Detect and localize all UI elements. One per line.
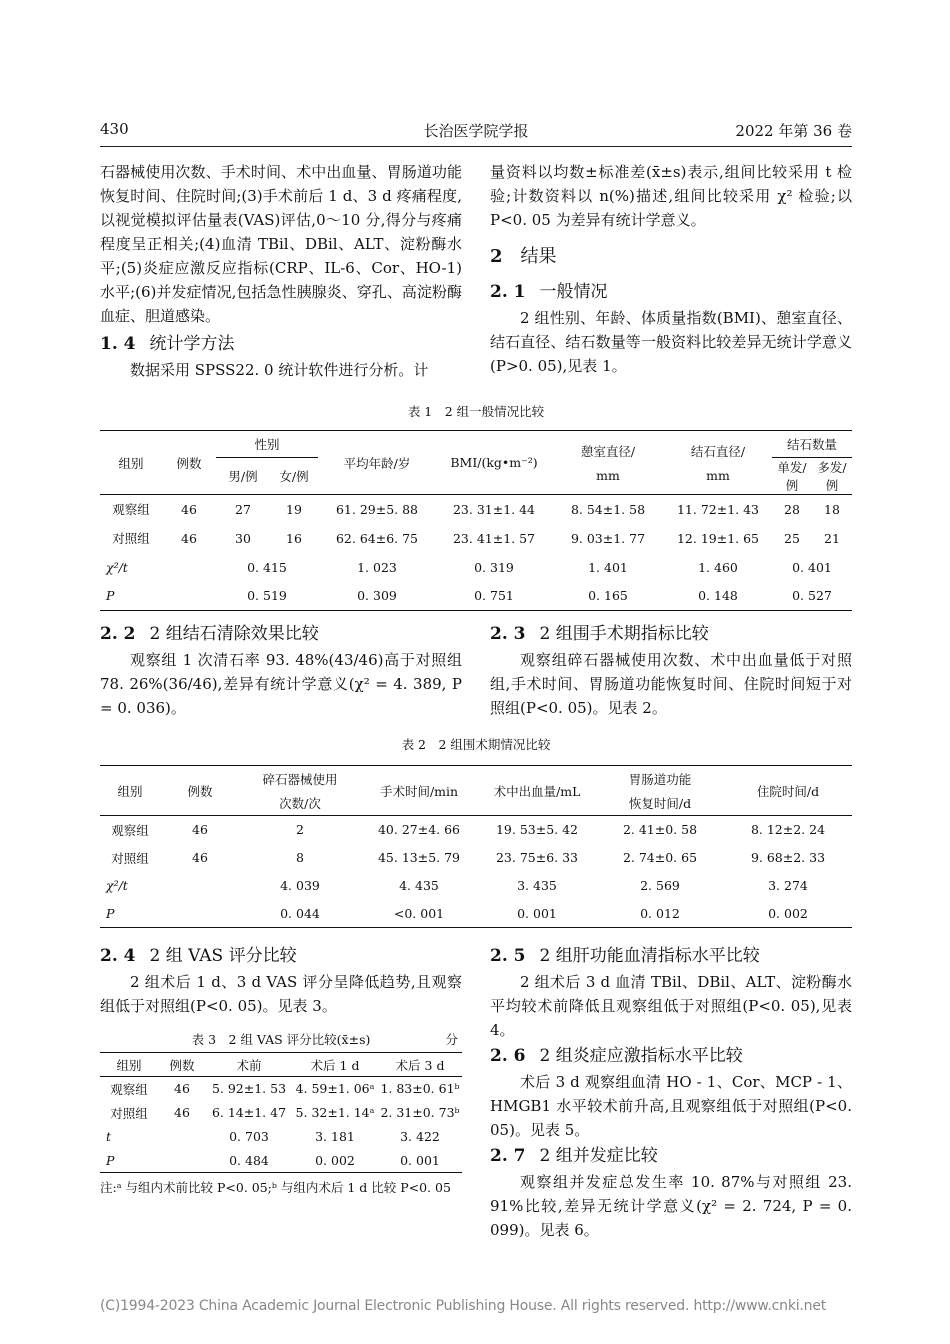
t2-header-gi (596, 766, 724, 816)
t3-p-label: P (106, 1152, 115, 1168)
t2-cell: 4. 039 (280, 878, 320, 893)
section-2-6-text: 术后 3 d 观察组血清 HO - 1、Cor、MCP - 1、HMGB1 水平较术前升高,且观察组低于对照组(P<0. 05)。见表 5。 (490, 1073, 852, 1139)
t3-cell: 对照组 (110, 1105, 148, 1121)
results-number: 2 (490, 246, 503, 267)
t2-cell: 8 (296, 850, 304, 865)
section-2-2-title: 2 组结石清除效果比较 (149, 624, 319, 644)
t1-header-stone-count: 结石数量 (772, 431, 852, 458)
t3-cell: 0. 703 (229, 1129, 269, 1144)
t1-cell: 18 (824, 501, 840, 517)
t1-cell: 23. 31±1. 44 (452, 501, 536, 517)
t1-cell: 0. 527 (792, 588, 832, 604)
section-2-7-text: 观察组并发症总发生率 10. 87%与对照组 23. 91%比较,差异无统计学意义(χ² = 2. 724, P = 0. 099)。见表 6。 (490, 1173, 852, 1239)
t2-cell: 46 (192, 850, 208, 865)
t2-header-gi-line1: 胃肠道功能 (628, 771, 692, 787)
table-row (100, 1125, 462, 1149)
t1-cell: 0. 401 (792, 559, 832, 575)
t2-cell: 2. 74±0. 65 (622, 850, 698, 865)
section-2-6-heading (490, 1042, 852, 1070)
t1-header-div-line1: 憩室直径/ (580, 444, 636, 459)
section-2-7-heading (490, 1142, 852, 1170)
section-2-5-text: 2 组术后 3 d 血清 TBil、DBil、ALT、淀粉酶水平均较术前降低且观察组低于对照组(P<0. 05),见表 4。 (490, 973, 852, 1039)
table-2 (100, 765, 852, 928)
t3-cell: 5. 32±1. 14ᵃ (295, 1105, 375, 1120)
table-3-caption: 表 3 2 组 VAS 评分比较(x̄±s) (191, 1032, 371, 1047)
section-2-6-number: 2. 6 (490, 1046, 526, 1066)
t1-cell: 0. 165 (588, 588, 628, 604)
t1-cell: 0. 309 (357, 588, 397, 604)
table-3 (100, 1052, 462, 1173)
right-column-bottom (490, 942, 852, 1242)
t1-cell: 0. 751 (474, 588, 514, 604)
running-header (100, 120, 852, 146)
table-row (100, 1077, 462, 1101)
stats-method-continued: 量资料以均数±标准差(x̄±s)表示,组间比较采用 t 检验;计数资料以 n(%)描述,组间比较采用 χ² 检验;以 P<0. 05 为差异有统计学意义。 (490, 163, 852, 229)
t3-cell: 1. 83±0. 61ᵇ (380, 1081, 460, 1097)
t3-header-group: 组别 (116, 1057, 142, 1073)
t1-cell: 28 (784, 501, 800, 517)
t2-header-devices-line1: 碎石器械使用 (262, 771, 338, 787)
section-2-3-number: 2. 3 (490, 624, 526, 644)
stats-method-text: 数据采用 SPSS22. 0 统计软件进行分析。计 (130, 361, 429, 379)
t2-cell: 3. 274 (768, 878, 808, 893)
t3-cell: 6. 14±1. 47 (211, 1105, 287, 1120)
t1-cell: 25 (784, 530, 800, 546)
t1-cell: 61. 29±5. 88 (335, 501, 419, 517)
t1-header-stone-diameter (664, 431, 772, 495)
t3-header-n: 例数 (169, 1057, 195, 1073)
t1-header-stone-line2: mm (706, 468, 730, 483)
t3-header-day1: 术后 1 d (310, 1057, 360, 1073)
t3-cell: 观察组 (110, 1081, 148, 1097)
t1-cell: 1. 023 (357, 559, 397, 575)
table-1-caption: 表 1 2 组一般情况比较 (407, 404, 545, 419)
section-2-1-number: 2. 1 (490, 282, 526, 302)
t1-header-sex: 性别 (216, 431, 318, 458)
table-row (100, 524, 852, 553)
t2-cell: 19. 53±5. 42 (495, 822, 579, 838)
table-3-unit: 分 (445, 1032, 458, 1047)
copyright-footer: (C)1994-2023 China Academic Journal Electronic Publishing House. All rights reserved. http://www.cnki.net (100, 1298, 827, 1314)
section-2-4-text: 2 组术后 1 d、3 d VAS 评分呈降低趋势,且观察组低于对照组(P<0. 05)。见表 3。 (100, 973, 462, 1015)
t2-stat-label: χ²/t (106, 878, 128, 893)
t1-header-age: 平均年龄/岁 (343, 455, 411, 471)
table-2-block (100, 735, 852, 928)
table-row (100, 844, 852, 872)
section-2-4-title: 2 组 VAS 评分比较 (149, 946, 297, 966)
t1-cell: 0. 319 (474, 559, 514, 575)
t1-cell: 0. 148 (698, 588, 738, 604)
t1-cell: 9. 03±1. 77 (570, 530, 646, 546)
section-2-1-heading (490, 278, 852, 306)
t1-cell: 46 (181, 530, 197, 546)
t2-header-gi-line2: 恢复时间/d (628, 795, 692, 811)
t1-cell: 0. 519 (247, 588, 287, 604)
t1-p-label: P (106, 588, 115, 604)
t1-cell: 11. 72±1. 43 (676, 501, 760, 517)
t3-cell: 3. 422 (400, 1129, 440, 1144)
section-2-4-heading (100, 942, 462, 970)
t1-cell: 62. 64±6. 75 (335, 530, 419, 546)
t2-header-n: 例数 (187, 783, 213, 799)
t3-cell: 46 (174, 1081, 190, 1097)
t3-header-day3: 术后 3 d (395, 1057, 445, 1073)
t3-cell: 4. 59±1. 06ᵃ (295, 1081, 375, 1097)
t2-cell: 45. 13±5. 79 (377, 850, 461, 865)
t1-cell: 30 (235, 530, 251, 546)
t3-cell: 3. 181 (315, 1129, 355, 1144)
t1-header-div-line2: mm (596, 468, 620, 483)
t3-t-label: t (106, 1129, 112, 1144)
t1-cell: 对照组 (112, 531, 150, 546)
t3-cell: 0. 484 (229, 1152, 269, 1168)
section-1-4-number: 1. 4 (100, 334, 136, 354)
t2-cell: 0. 012 (640, 905, 680, 921)
t2-cell: 0. 001 (517, 905, 557, 921)
t1-header-n: 例数 (176, 455, 202, 471)
table-row (100, 816, 852, 844)
general-info-text: 2 组性别、年龄、体质量指数(BMI)、憩室直径、结石直径、结石数量等一般资料比较差异无统计学意义(P>0. 05),见表 1。 (490, 309, 852, 375)
t2-cell: 观察组 (111, 822, 149, 838)
t2-cell: 46 (192, 822, 208, 838)
page-number: 430 (100, 120, 129, 138)
t1-cell: 46 (181, 501, 197, 517)
table-1-block (100, 402, 852, 611)
t2-p-label: P (106, 905, 115, 921)
t1-header-multiple: 多发/例 (817, 460, 847, 493)
results-heading (490, 242, 852, 272)
t3-cell: 46 (174, 1105, 190, 1120)
table-2-caption: 表 2 2 组围术期情况比较 (401, 737, 551, 752)
t2-cell: 2. 41±0. 58 (622, 822, 698, 838)
section-2-5-title: 2 组肝功能血清指标水平比较 (539, 946, 760, 966)
t1-cell: 8. 54±1. 58 (570, 501, 646, 517)
t1-stat-label: χ²/t (106, 559, 128, 575)
t2-header-blood: 术中出血量/mL (493, 783, 581, 799)
t2-header-hospital: 住院时间/d (756, 783, 820, 799)
t3-header-pre: 术前 (236, 1057, 262, 1073)
section-2-6-title: 2 组炎症应激指标水平比较 (539, 1046, 743, 1066)
t2-cell: 0. 002 (768, 905, 808, 921)
section-2-7-number: 2. 7 (490, 1146, 526, 1166)
t1-cell: 19 (286, 501, 302, 517)
section-2-3-heading (490, 620, 852, 648)
t1-header-diverticulum (552, 431, 664, 495)
t2-cell: 8. 12±2. 24 (750, 822, 826, 838)
t1-cell: 27 (235, 501, 251, 517)
t1-header-female: 女/例 (279, 469, 309, 484)
section-2-3-text: 观察组碎石器械使用次数、术中出血量低于对照组,手术时间、胃肠道功能恢复时间、住院时间短于对照组(P<0. 05)。见表 2。 (490, 651, 852, 717)
t2-cell: 3. 435 (517, 878, 557, 893)
t1-cell: 12. 19±1. 65 (676, 530, 760, 546)
t2-cell: 2 (296, 822, 304, 838)
t1-header-stone-line1: 结石直径/ (690, 444, 746, 459)
table-row (100, 872, 852, 900)
t1-header-male: 男/例 (228, 469, 258, 484)
section-2-4 (100, 942, 462, 1018)
t2-cell: 23. 75±6. 33 (495, 850, 579, 865)
t3-cell: 5. 92±1. 53 (211, 1081, 287, 1097)
t2-cell: 9. 68±2. 33 (750, 850, 826, 865)
left-column-top (100, 160, 462, 382)
section-2-2-heading (100, 620, 462, 648)
section-2-7-title: 2 组并发症比较 (539, 1146, 658, 1166)
t2-cell: 2. 569 (640, 878, 680, 893)
table-1 (100, 430, 852, 611)
section-2-2-text: 观察组 1 次清石率 93. 48%(43/46)高于对照组 78. 26%(36/46),差异有统计学意义(χ² = 4. 389, P = 0. 036)。 (100, 651, 462, 717)
t1-cell: 16 (286, 530, 302, 546)
section-2-3-title: 2 组围手术期指标比较 (539, 624, 709, 644)
t1-cell: 21 (824, 530, 840, 546)
t2-cell: 4. 435 (399, 878, 439, 893)
t2-cell: 40. 27±4. 66 (377, 822, 461, 838)
section-2-3 (490, 620, 852, 720)
volume-info: 2022 年第 36 卷 (735, 122, 852, 140)
t1-cell: 1. 460 (698, 559, 738, 575)
section-2-2-number: 2. 2 (100, 624, 136, 644)
table-row (100, 582, 852, 611)
t3-cell: 0. 002 (315, 1152, 355, 1168)
method-outcomes-text: 石器械使用次数、手术时间、术中出血量、胃肠道功能恢复时间、住院时间;(3)手术前后 1 d、3 d 疼痛程度,以视觉模拟评估量表(VAS)评估,0～10 分,得分与疼痛程度呈正相关;(4)血清 TBil、DBil、ALT、淀粉酶水平;(5)炎症应激反应指标(CRP、IL-6、Cor、HO-1)水平;(6)并发症情况,包括急性胰腺炎、穿孔、高淀粉酶血症、胆道感染。 (100, 163, 462, 325)
table-3-note: 注:ᵃ 与组内术前比较 P<0. 05;ᵇ 与组内术后 1 d 比较 P<0. 05 (100, 1180, 451, 1195)
header-rule (100, 146, 852, 147)
table-row (100, 495, 852, 524)
t2-header-devices-line2: 次数/次 (279, 795, 321, 811)
t1-header-group: 组别 (118, 455, 144, 471)
t1-cell: 观察组 (112, 502, 150, 518)
t1-cell: 1. 401 (588, 559, 628, 575)
table-row (100, 900, 852, 928)
table-row (100, 1149, 462, 1173)
section-1-4-heading (100, 330, 462, 358)
section-2-5-heading (490, 942, 852, 970)
section-2-2 (100, 620, 462, 720)
t2-cell: 对照组 (111, 850, 149, 866)
t2-header-time: 手术时间/min (379, 783, 459, 799)
section-2-5-number: 2. 5 (490, 946, 526, 966)
t3-cell: 2. 31±0. 73ᵇ (380, 1105, 460, 1120)
table-row (100, 553, 852, 582)
t2-cell: <0. 001 (393, 905, 445, 921)
results-title: 结果 (520, 246, 557, 267)
t1-cell: 0. 415 (247, 559, 287, 575)
table-row (100, 1101, 462, 1125)
t3-cell: 0. 001 (400, 1152, 440, 1168)
right-column-top (490, 160, 852, 378)
journal-name: 长治医学院学报 (423, 122, 529, 140)
table-3-block (100, 1030, 462, 1199)
section-1-4-title: 统计学方法 (149, 334, 235, 354)
section-2-1-title: 一般情况 (539, 282, 608, 302)
t2-header-group: 组别 (117, 783, 143, 799)
t2-header-devices (240, 766, 360, 816)
t1-header-bmi: BMI/(kg•m⁻²) (450, 455, 538, 470)
section-2-4-number: 2. 4 (100, 946, 136, 966)
t1-cell: 23. 41±1. 57 (452, 530, 536, 546)
t1-header-single: 单发/例 (777, 460, 807, 493)
t2-cell: 0. 044 (280, 905, 320, 921)
